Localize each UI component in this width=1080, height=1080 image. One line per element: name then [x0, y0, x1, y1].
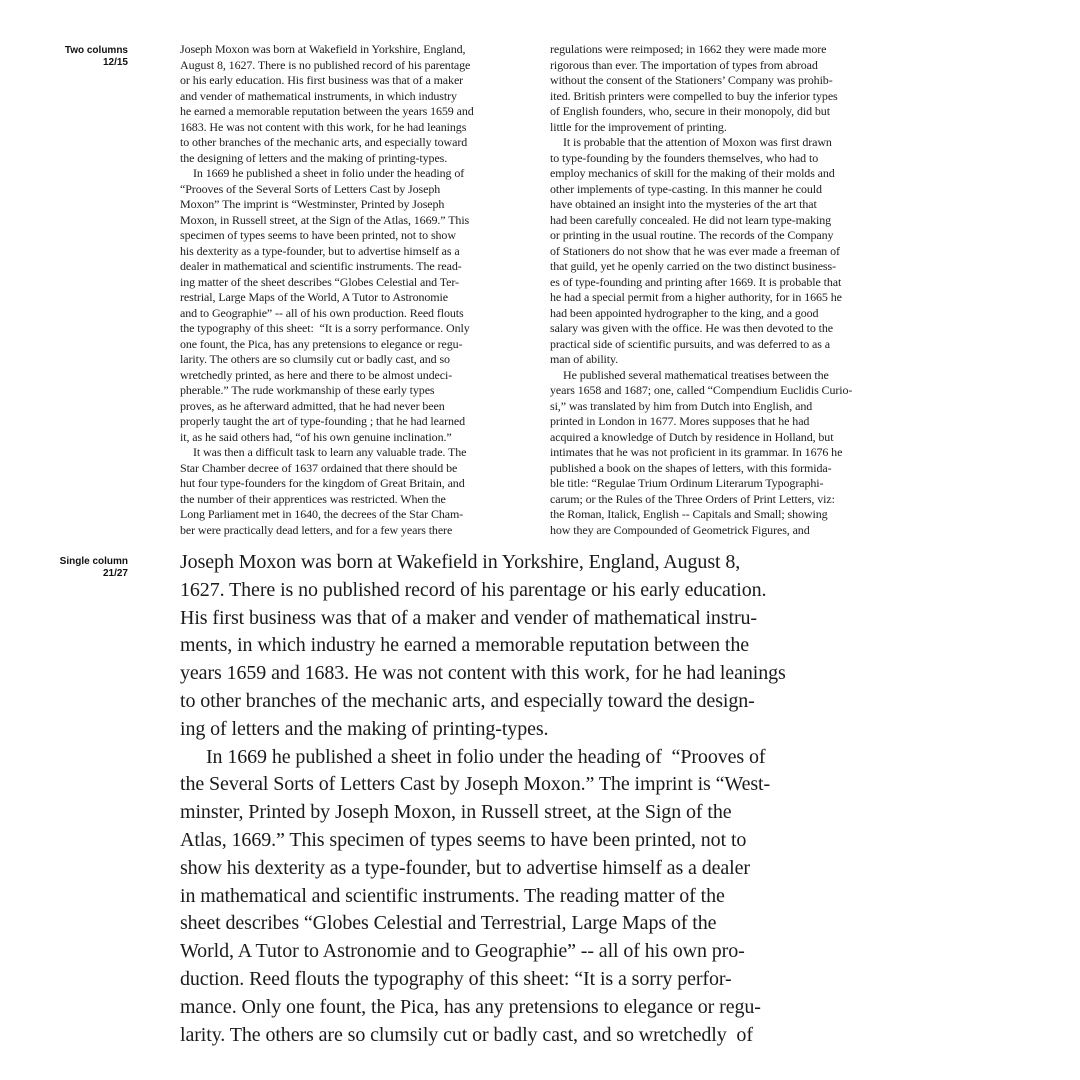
text-line: ble title: “Regulae Trium Ordinum Literarum Typographi- — [550, 476, 824, 490]
text-line: minster, Printed by Joseph Moxon, in Russell street, at the Sign of the — [180, 801, 732, 824]
text-line: It is probable that the attention of Moxon was first drawn — [563, 135, 832, 149]
text-line: of Stationers do not show that he was ever made a freeman of — [550, 243, 840, 258]
text-line: larity. The others are so clumsily cut or badly cast, and so — [180, 352, 450, 366]
text-line: without the consent of the Stationers’ Company was prohib- — [550, 73, 833, 87]
text-line: salary was given with the office. He was then devoted to the — [550, 321, 834, 335]
text-line: ited. British printers were compelled to buy the inferior types — [550, 88, 838, 103]
text-line: to other branches of the mechanic arts, and especially toward the design- — [180, 689, 755, 712]
text-line: acquired a knowledge of Dutch by residence in Holland, but — [550, 429, 834, 444]
text-line: had been appointed hydrographer to the king, and a good — [550, 305, 819, 320]
text-line: and to Geographie” -- all of his own production. Reed flouts — [180, 305, 464, 320]
text-line: show his dexterity as a type-founder, but to advertise himself as a dealer — [180, 856, 750, 879]
paragraph — [180, 42, 529, 166]
paragraph — [550, 135, 910, 368]
text-column-2 — [550, 42, 910, 538]
text-line: years 1659 and 1683. He was not content with this work, for he had leanings — [180, 662, 786, 685]
text-line: that guild, yet he openly carried on the two distinct business- — [550, 259, 836, 273]
text-line: had been carefully concealed. He did not learn type-making — [550, 212, 832, 227]
single-column-label-title: Single column — [59, 556, 128, 567]
text-line: ing of letters and the making of printing-types. — [180, 717, 549, 740]
single-column-text-block — [180, 549, 920, 1049]
text-line: published a book on the shapes of letters, with this formida- — [550, 460, 832, 475]
text-line: rigorous than ever. The importation of types from abroad — [550, 57, 818, 72]
text-line: man of ability. — [550, 352, 619, 366]
text-line: and vender of mathematical instruments, in which industry — [180, 88, 457, 103]
single-column-label-size: 21/27 — [102, 568, 128, 579]
text-line: hut four type-founders for the kingdom of Great Britain, and — [180, 476, 465, 490]
text-line: little for the improvement of printing. — [550, 119, 727, 134]
text-line: it, as he said others had, “of his own genuine inclination.” — [180, 429, 452, 444]
two-column-text-block — [180, 42, 910, 538]
text-line: In 1669 he published a sheet in folio under the heading of — [193, 166, 465, 180]
text-line: the number of their apprentices was restricted. When the — [180, 491, 446, 506]
text-line: the designing of letters and the making of printing-types. — [180, 150, 448, 165]
text-line: in mathematical and scientific instruments. The reading matter of the — [180, 884, 725, 907]
text-line: 1683. He was not content with this work, for he had leanings — [180, 119, 467, 134]
two-columns-label-title: Two columns — [64, 45, 128, 56]
paragraph — [550, 368, 910, 539]
paragraph — [180, 445, 529, 538]
text-line: other implements of type-casting. In this manner he could — [550, 181, 822, 196]
text-line: wretchedly printed, as here and there to be almost undeci- — [180, 367, 453, 382]
text-line: duction. Reed flouts the typography of this sheet: “It is a sorry perfor- — [180, 967, 732, 990]
text-line: Atlas, 1669.” This specimen of types seems to have been printed, not to — [180, 828, 747, 851]
text-line: pherable.” The rude workmanship of these early types — [180, 383, 435, 397]
text-line: or printing in the usual routine. The records of the Company — [550, 228, 834, 242]
text-line: he earned a memorable reputation between the years 1659 and — [180, 104, 474, 118]
text-line: si,” was translated by him from Dutch into English, and — [550, 398, 813, 413]
text-line: It was then a difficult task to learn any valuable trade. The — [193, 445, 467, 459]
text-line: dealer in mathematical and scientific instruments. The read- — [180, 259, 462, 273]
text-line: to other branches of the mechanic arts, and especially toward — [180, 135, 468, 149]
text-line: His first business was that of a maker and vender of mathematical instru- — [180, 606, 757, 629]
single-column-label — [18, 556, 128, 580]
text-line: He published several mathematical treatises between the — [563, 367, 829, 382]
paragraph — [550, 42, 910, 135]
text-line: Moxon” The imprint is “Westminster, Printed by Joseph — [180, 197, 445, 211]
text-line: Joseph Moxon was born at Wakefield in Yorkshire, England, August 8, — [180, 551, 741, 573]
text-column-1 — [180, 42, 529, 538]
text-line: specimen of types seems to have been printed, not to show — [180, 228, 456, 242]
text-line: of English founders, who, secure in their monopoly, did but — [550, 104, 830, 118]
text-line: In 1669 he published a sheet in folio under the heading of “Prooves of — [206, 745, 766, 768]
text-line: mance. Only one fount, the Pica, has any pretensions to elegance or regu- — [180, 995, 761, 1018]
text-line: Joseph Moxon was born at Wakefield in Yorkshire, England, — [180, 42, 466, 56]
text-line: Star Chamber decree of 1637 ordained that there should be — [180, 460, 458, 475]
text-line: intimates that he was not proficient in its grammar. In 1676 he — [550, 445, 843, 459]
text-line: his dexterity as a type-founder, but to advertise himself as a — [180, 243, 460, 258]
text-line: Long Parliament met in 1640, the decrees of the Star Cham- — [180, 507, 464, 521]
text-line: the Roman, Italick, English -- Capitals and Small; showing — [550, 507, 828, 521]
two-columns-label — [18, 45, 128, 69]
text-line: sheet describes “Globes Celestial and Terrestrial, Large Maps of the — [180, 912, 717, 935]
text-line: World, A Tutor to Astronomie and to Geographie” -- all of his own pro- — [180, 940, 745, 963]
text-line: or his early education. His first business was that of a maker — [180, 73, 464, 87]
text-line: proves, as he afterward admitted, that he had never been — [180, 398, 445, 413]
text-line: August 8, 1627. There is no published record of his parentage — [180, 57, 471, 72]
text-line: years 1658 and 1687; one, called “Compendium Euclidis Curio- — [550, 383, 853, 397]
paragraph — [180, 549, 920, 744]
text-line: restrial, Large Maps of the World, A Tutor to Astronomie — [180, 290, 448, 304]
two-columns-label-size: 12/15 — [102, 57, 128, 68]
text-line: carum; or the Rules of the Three Orders of Print Letters, viz: — [550, 491, 835, 506]
text-line: es of type-founding and printing after 1669. It is probable that — [550, 274, 842, 289]
text-line: 1627. There is no published record of his parentage or his early education. — [180, 578, 767, 601]
text-line: larity. The others are so clumsily cut or badly cast, and so wretchedly of — [180, 1023, 753, 1046]
text-line: employ mechanics of skill for the making of their molds and — [550, 166, 835, 180]
text-line: the typography of this sheet: “It is a sorry performance. Only — [180, 321, 470, 335]
text-line: Moxon, in Russell street, at the Sign of the Atlas, 1669.” This — [180, 212, 470, 227]
text-line: “Prooves of the Several Sorts of Letters Cast by Joseph — [180, 181, 441, 196]
text-line: he had a special permit from a higher authority, for in 1665 he — [550, 290, 842, 304]
paragraph — [180, 166, 529, 445]
paragraph — [180, 744, 920, 1050]
text-line: properly taught the art of type-founding ; that he had learned — [180, 414, 466, 428]
text-line: have obtained an insight into the mysteries of the art that — [550, 197, 817, 211]
text-line: printed in London in 1677. Mores supposes that he had — [550, 414, 810, 428]
text-line: the Several Sorts of Letters Cast by Joseph Moxon.” The imprint is “West- — [180, 773, 771, 796]
text-line: one fount, the Pica, has any pretensions to elegance or regu- — [180, 336, 463, 351]
text-line: regulations were reimposed; in 1662 they were made more — [550, 42, 827, 56]
text-line: to type-founding by the founders themselves, who had to — [550, 150, 819, 165]
text-line: practical side of scientific pursuits, and was deferred to as a — [550, 336, 830, 351]
text-line: ments, in which industry he earned a memorable reputation between the — [180, 634, 750, 657]
text-line: how they are Compounded of Geometrick Figures, and — [550, 522, 810, 537]
text-line: ber were practically dead letters, and for a few years there — [180, 522, 453, 537]
text-line: ing matter of the sheet describes “Globes Celestial and Ter- — [180, 274, 459, 289]
